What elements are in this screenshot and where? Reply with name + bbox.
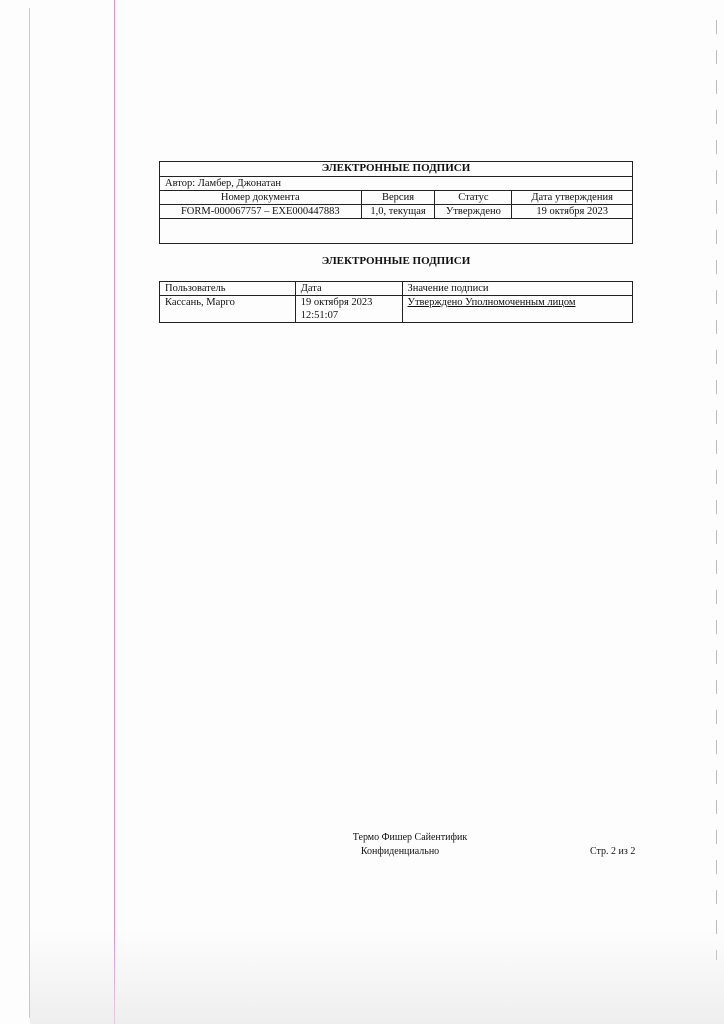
header-version: Версия — [361, 191, 435, 205]
doc-number: FORM-000067757 – EXE000447883 — [160, 205, 362, 219]
signature-datetime — [295, 296, 402, 323]
scan-shadow — [30, 930, 724, 1024]
table-row — [160, 296, 633, 323]
footer-confidential: Конфиденциально — [360, 846, 440, 857]
table-row — [160, 205, 633, 219]
signature-details-table — [159, 281, 633, 323]
header-doc-number: Номер документа — [160, 191, 362, 205]
table-title: ЭЛЕКТРОННЫЕ ПОДПИСИ — [160, 162, 633, 177]
page-number: Стр. 2 из 2 — [590, 846, 636, 857]
signatures-summary-table — [159, 161, 633, 244]
scan-edge-left — [29, 8, 30, 1018]
signature-meaning-text: Утверждено Уполномоченным лицом — [407, 297, 576, 308]
header-date: Дата — [295, 282, 402, 296]
signature-time: 12:51:07 — [300, 310, 339, 321]
footer-company: Термо Фишер Сайентифик — [352, 832, 468, 843]
blank-row — [160, 219, 633, 244]
version: 1,0, текущая — [361, 205, 435, 219]
header-signature-meaning: Значение подписи — [402, 282, 632, 296]
signer-name: Кассань, Марго — [160, 296, 296, 323]
table-header-row — [160, 282, 633, 296]
approval-date: 19 октября 2023 — [512, 205, 633, 219]
signature-meaning — [402, 296, 632, 323]
header-user: Пользователь — [160, 282, 296, 296]
signature-date: 19 октября 2023 — [300, 297, 373, 308]
status: Утверждено — [435, 205, 512, 219]
section-heading: ЭЛЕКТРОННЫЕ ПОДПИСИ — [321, 255, 471, 267]
author-line: Автор: Ламбер, Джонатан — [160, 177, 633, 191]
table-header-row — [160, 191, 633, 205]
header-approval-date: Дата утверждения — [512, 191, 633, 205]
header-status: Статус — [435, 191, 512, 205]
scan-edge-right — [716, 20, 717, 960]
margin-line — [114, 0, 115, 1024]
